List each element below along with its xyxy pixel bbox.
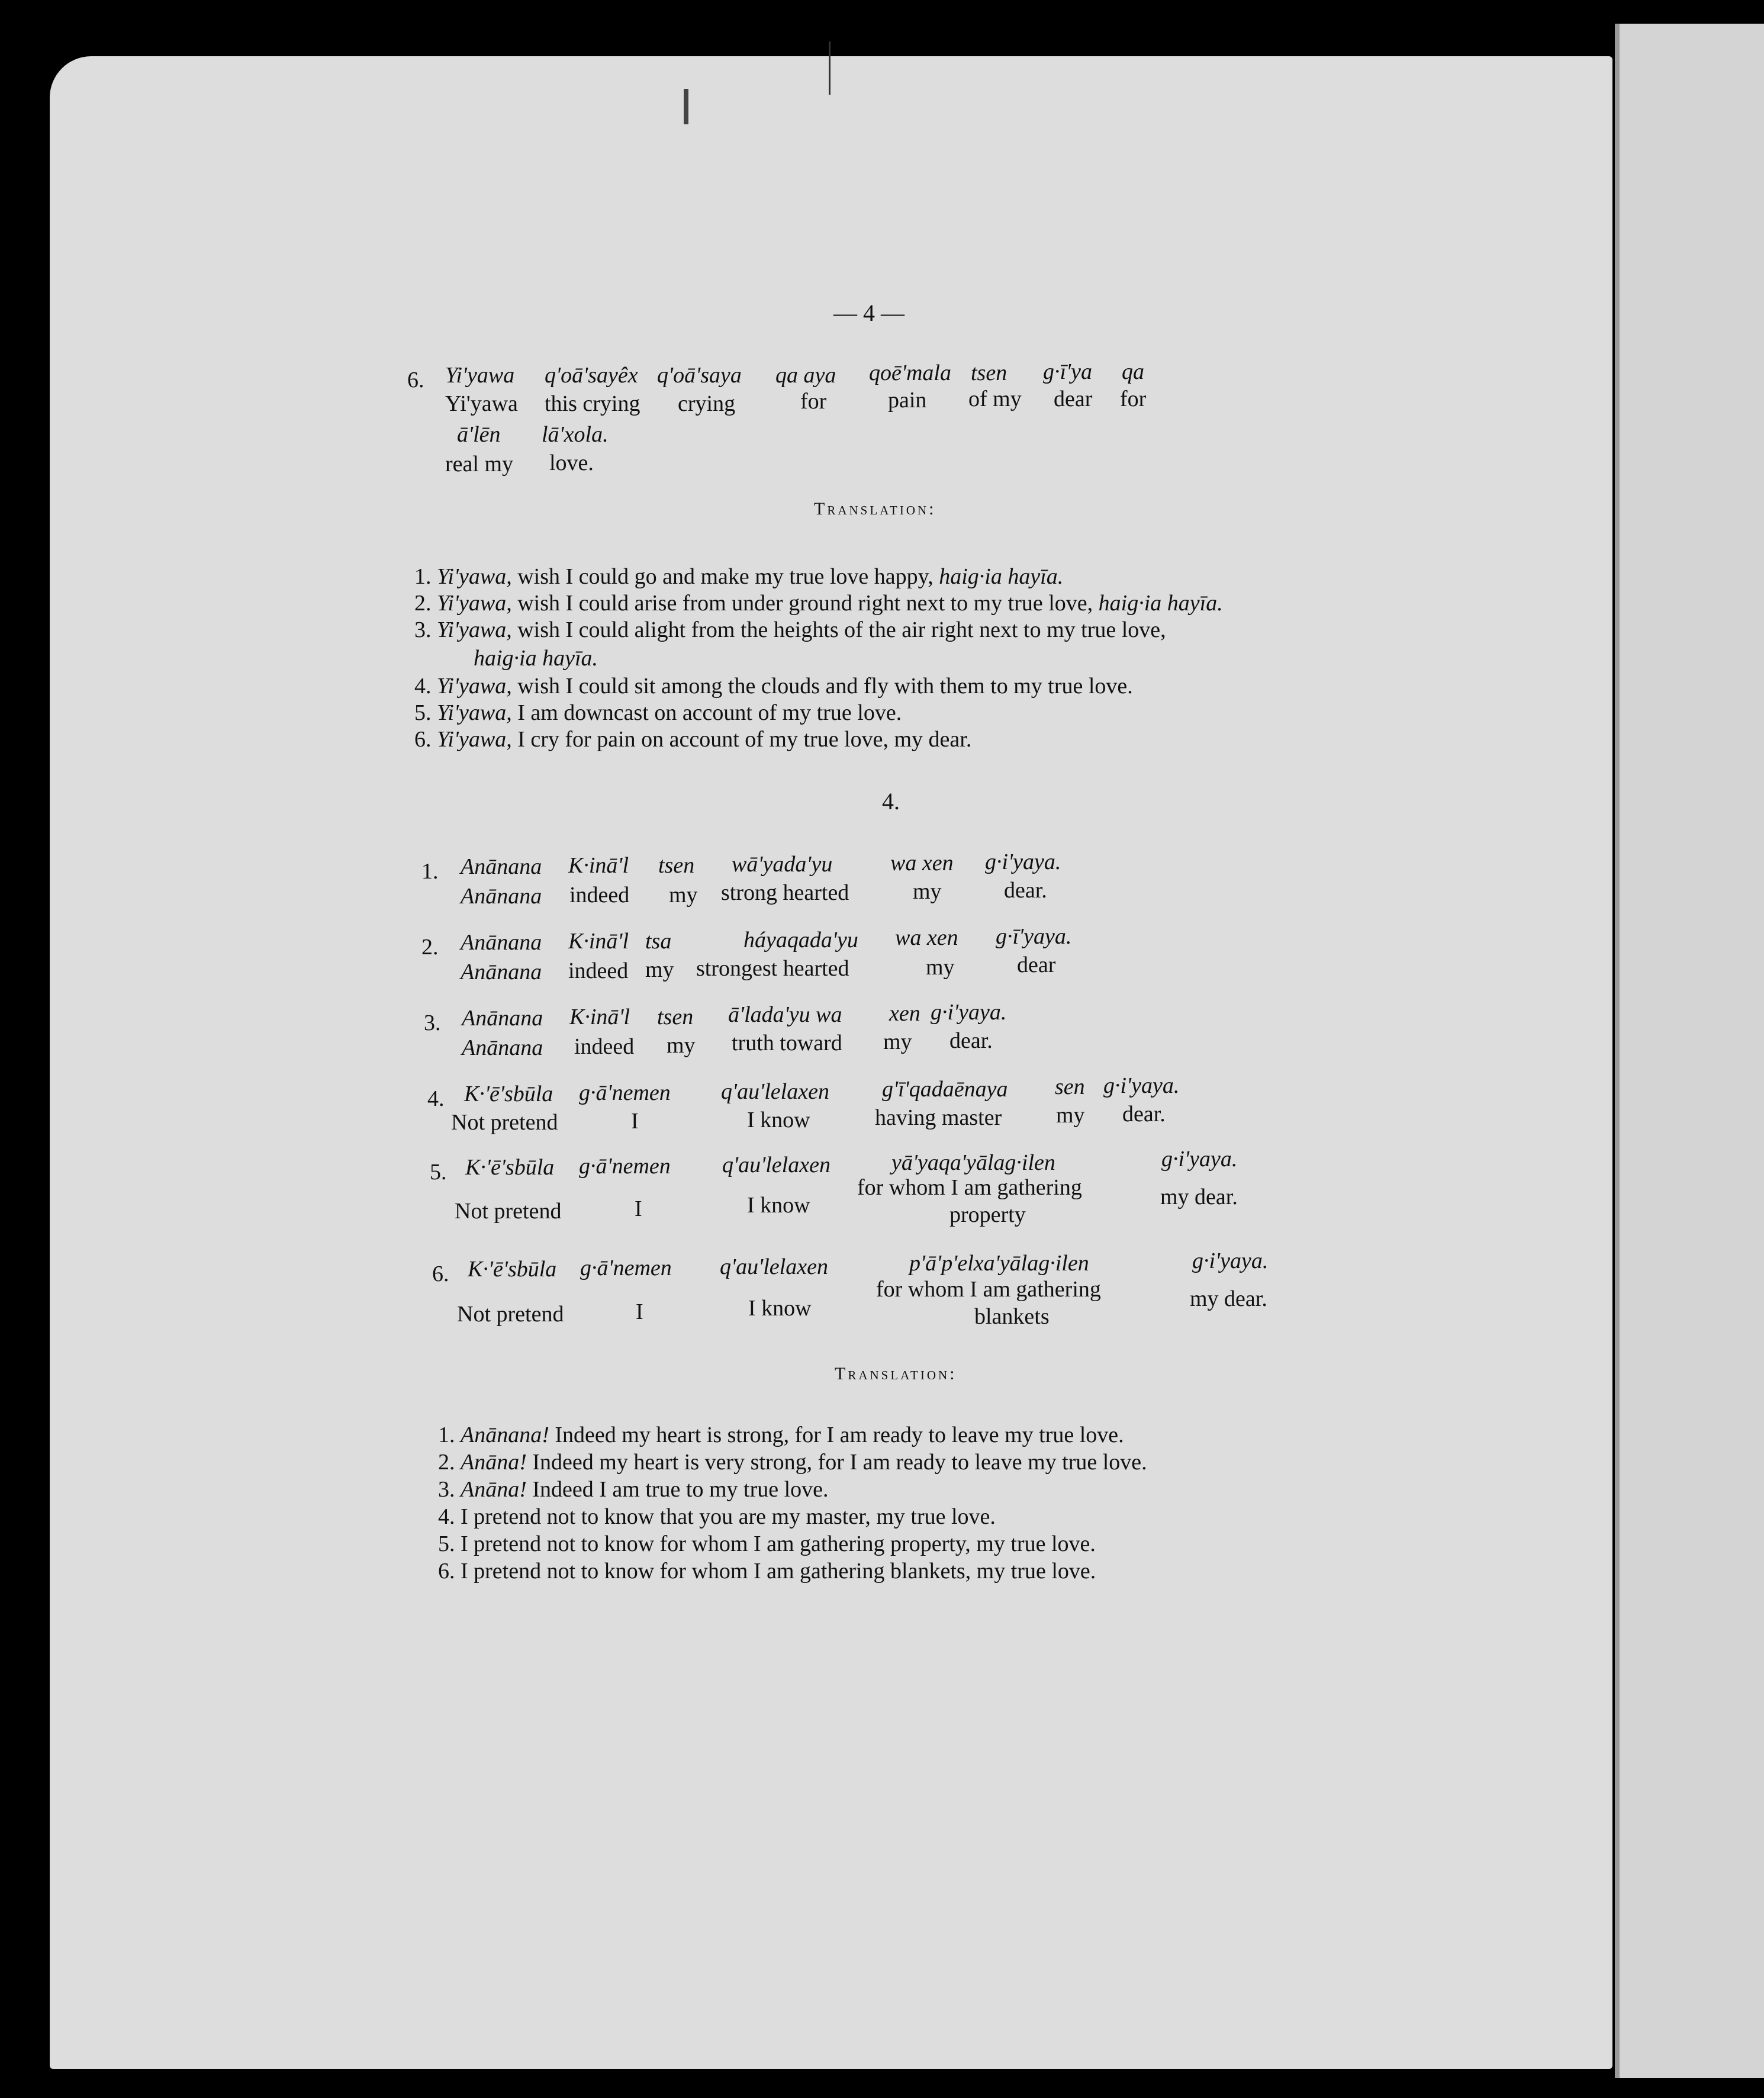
native-word: wa xen xyxy=(890,851,954,876)
native-word: qa xyxy=(1122,359,1144,384)
translation-line-continued: haig·ia hayīa. xyxy=(474,646,598,671)
native-word: wā'yada'yu xyxy=(732,852,833,877)
native-word: qa aya xyxy=(775,363,836,388)
line-number: 6. xyxy=(407,368,424,392)
native-word: tsen xyxy=(658,853,695,878)
gloss-word: strongest hearted xyxy=(696,956,849,981)
gloss-word: love. xyxy=(549,451,594,475)
native-word: ā'lēn xyxy=(457,422,501,447)
native-word: qoē'mala xyxy=(869,361,951,385)
gloss-word: for whom I am gathering xyxy=(876,1277,1101,1302)
gloss-word: I xyxy=(631,1109,639,1134)
gloss-word: for xyxy=(1120,387,1147,411)
gloss-word: Anānana xyxy=(461,960,542,984)
gloss-word: I know xyxy=(747,1193,810,1218)
native-word: K·inā'l xyxy=(568,929,629,954)
native-word: wa xen xyxy=(895,925,958,950)
gloss-word: property xyxy=(949,1202,1026,1227)
native-word: tsa xyxy=(645,929,672,954)
native-word: Anānana xyxy=(461,930,542,955)
gloss-word: dear xyxy=(1054,387,1093,411)
gloss-word: crying xyxy=(678,391,736,416)
gloss-word: Not pretend xyxy=(451,1110,558,1135)
translation-line: 3. Anāna! Indeed I am true to my true love. xyxy=(438,1477,829,1502)
translation-line: 1. Anānana! Indeed my heart is strong, for I am ready to leave my true love. xyxy=(438,1423,1124,1447)
gloss-word: my xyxy=(667,1033,696,1058)
native-word: yā'yaqa'yālag·ilen xyxy=(891,1150,1055,1175)
gloss-word: Not pretend xyxy=(457,1302,564,1327)
gloss-word: my xyxy=(1056,1103,1085,1128)
page-number: — 4 — xyxy=(833,300,904,326)
gloss-word: dear. xyxy=(1004,878,1047,903)
translation-line: 6. Yi'yawa, I cry for pain on account of my true love, my dear. xyxy=(414,727,972,752)
native-word: xen xyxy=(889,1001,920,1026)
native-word: q'oā'saya xyxy=(657,363,742,388)
native-word: sen xyxy=(1055,1074,1085,1099)
gloss-word: my xyxy=(883,1029,912,1054)
native-word: q'au'lelaxen xyxy=(720,1254,828,1279)
line-number: 3. xyxy=(424,1011,441,1035)
gloss-word: my xyxy=(645,957,674,982)
native-word: g'ī'qadaēnaya xyxy=(882,1077,1008,1102)
gloss-word: having master xyxy=(875,1105,1002,1130)
gloss-word: for xyxy=(800,389,827,414)
native-word: g·ā'nemen xyxy=(580,1256,672,1280)
native-word: g·i'yaya. xyxy=(931,1000,1007,1025)
line-number: 4. xyxy=(427,1086,445,1111)
translation-line: 5. Yi'yawa, I am downcast on account of my true love. xyxy=(414,700,902,725)
gloss-word: Not pretend xyxy=(455,1199,562,1224)
native-word: K·'ē'sbūla xyxy=(465,1155,555,1180)
native-word: K·inā'l xyxy=(568,853,629,878)
gloss-word: pain xyxy=(888,388,927,413)
native-word: K·'ē'sbūla xyxy=(464,1082,553,1106)
native-word: q'oā'sayêx xyxy=(545,363,638,388)
line-number: 1. xyxy=(421,859,439,884)
gloss-word: indeed xyxy=(568,958,629,983)
native-word: g·ī'ya xyxy=(1043,359,1093,384)
gloss-word: this crying xyxy=(545,391,640,416)
gloss-word: Anānana xyxy=(462,1035,543,1060)
native-word: g·i'yaya. xyxy=(985,850,1061,874)
native-word: p'ā'p'elxa'yālag·ilen xyxy=(909,1251,1089,1276)
native-word: g·i'yaya. xyxy=(1103,1073,1180,1098)
translation-heading: Translation: xyxy=(835,1364,957,1383)
native-word: Anānana xyxy=(462,1006,543,1031)
gloss-word: dear. xyxy=(949,1028,993,1053)
translation-line: 5. I pretend not to know for whom I am gathering property, my true love. xyxy=(438,1531,1096,1556)
native-word: q'au'lelaxen xyxy=(722,1153,831,1177)
translation-line: 4. I pretend not to know that you are my master, my true love. xyxy=(438,1504,996,1529)
native-word: q'au'lelaxen xyxy=(721,1079,829,1104)
translation-heading: Translation: xyxy=(814,499,936,519)
native-word: g·ā'nemen xyxy=(579,1154,671,1179)
native-word: háyaqada'yu xyxy=(743,928,858,953)
gloss-word: for whom I am gathering xyxy=(857,1175,1082,1200)
gloss-word: my xyxy=(926,955,955,980)
translation-line: 2. Yi'yawa, wish I could arise from under ground right next to my true love, haig·ia hayīa. xyxy=(414,591,1223,616)
translation-line: 3. Yi'yawa, wish I could alight from the heights of the air right next to my true love, xyxy=(414,617,1166,642)
native-word: g·ā'nemen xyxy=(579,1080,671,1105)
gloss-word: I xyxy=(636,1299,643,1324)
native-word: Yi'yawa xyxy=(445,363,515,388)
line-number: 6. xyxy=(432,1262,449,1286)
gloss-word: my xyxy=(913,879,942,904)
gloss-word: of my xyxy=(968,387,1022,411)
native-word: K·inā'l xyxy=(569,1005,630,1029)
translation-line: 4. Yi'yawa, wish I could sit among the clouds and fly with them to my true love. xyxy=(414,674,1133,699)
gloss-word: my dear. xyxy=(1160,1185,1238,1209)
gloss-word: truth toward xyxy=(732,1031,842,1056)
gloss-word: I know xyxy=(747,1108,810,1132)
translation-line: 1. Yi'yawa, wish I could go and make my true love happy, haig·ia hayīa. xyxy=(414,564,1064,589)
native-word: tsen xyxy=(971,361,1007,385)
gloss-word: blankets xyxy=(974,1304,1050,1329)
line-number: 5. xyxy=(430,1160,447,1185)
section-number: 4. xyxy=(882,788,900,815)
gloss-word: Yi'yawa xyxy=(445,391,518,416)
gloss-word: strong hearted xyxy=(721,880,849,905)
native-word: ā'lada'yu wa xyxy=(728,1002,842,1027)
native-word: K·'ē'sbūla xyxy=(468,1257,557,1282)
translation-line: 2. Anāna! Indeed my heart is very strong, for I am ready to leave my true love. xyxy=(438,1450,1147,1475)
line-number: 2. xyxy=(421,935,439,960)
gloss-word: dear xyxy=(1017,953,1056,977)
native-word: Anānana xyxy=(461,854,542,879)
gloss-word: dear. xyxy=(1122,1102,1166,1127)
gloss-word: I know xyxy=(748,1296,812,1321)
translation-line: 6. I pretend not to know for whom I am gathering blankets, my true love. xyxy=(438,1559,1096,1584)
gloss-word: indeed xyxy=(569,883,630,908)
native-word: lā'xola. xyxy=(542,422,609,447)
gloss-word: I xyxy=(635,1196,642,1221)
native-word: tsen xyxy=(657,1005,694,1029)
gloss-word: Anānana xyxy=(461,884,542,909)
native-word: g·i'yaya. xyxy=(1161,1147,1238,1172)
native-word: g·ī'yaya. xyxy=(996,924,1072,949)
gloss-word: real my xyxy=(445,452,514,477)
gloss-word: indeed xyxy=(574,1034,635,1059)
gloss-word: my dear. xyxy=(1190,1286,1267,1311)
native-word: g·i'yaya. xyxy=(1192,1248,1269,1273)
gloss-word: my xyxy=(669,883,698,908)
